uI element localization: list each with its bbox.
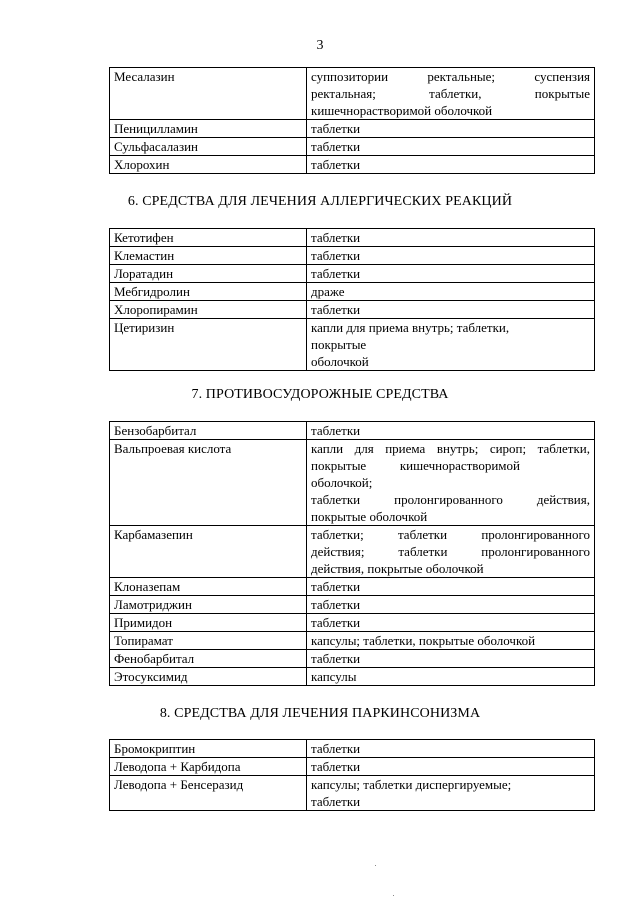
table-row [110,156,595,174]
dosage-form: таблетки [307,156,595,174]
drug-name: Этосуксимид [110,668,307,686]
drug-table-continued [109,67,595,174]
table-row [110,283,595,301]
dosage-form: таблетки [307,301,595,319]
section-heading: 7. ПРОТИВОСУДОРОЖНЫЕ СРЕДСТВА [191,387,449,402]
dosage-form: таблетки [307,229,595,247]
dosage-form: таблетки [307,120,595,138]
table-row [110,265,595,283]
dosage-form: таблетки [307,247,595,265]
section-heading: 6. СРЕДСТВА ДЛЯ ЛЕЧЕНИЯ АЛЛЕРГИЧЕСКИХ РЕАКЦИЙ [127,194,513,209]
dosage-form: таблетки [307,650,595,668]
drug-name: Лоратадин [110,265,307,283]
table-row [110,526,595,578]
drug-name: Кетотифен [110,229,307,247]
drug-table-allergy [109,228,595,371]
section-heading: 8. СРЕДСТВА ДЛЯ ЛЕЧЕНИЯ ПАРКИНСОНИЗМА [159,706,481,721]
table-row [110,68,595,120]
dosage-form: таблетки [307,265,595,283]
table-row [110,578,595,596]
drug-name: Примидон [110,614,307,632]
dosage-form: капли для приема внутрь; таблетки, покрытые оболочкой [307,319,595,371]
scan-speck [375,865,376,866]
table-row [110,632,595,650]
dosage-form: капсулы [307,668,595,686]
drug-name: Ламотриджин [110,596,307,614]
dosage-form: таблетки [307,758,595,776]
drug-name: Бензобарбитал [110,422,307,440]
dosage-form: таблетки [307,138,595,156]
drug-name: Пеницилламин [110,120,307,138]
dosage-form: таблетки [307,614,595,632]
drug-name: Фенобарбитал [110,650,307,668]
dosage-form: таблетки [307,578,595,596]
table-row [110,596,595,614]
table-row [110,120,595,138]
dosage-form: таблетки [307,596,595,614]
page-number: 3 [316,38,324,53]
drug-name: Топирамат [110,632,307,650]
table-row [110,614,595,632]
table-row [110,319,595,371]
dosage-form: таблетки [307,740,595,758]
table-row [110,422,595,440]
drug-name: Карбамазепин [110,526,307,578]
drug-name: Клоназепам [110,578,307,596]
drug-table-parkinsonism [109,739,595,811]
dosage-form: драже [307,283,595,301]
drug-name: Цетиризин [110,319,307,371]
drug-name: Хлорохин [110,156,307,174]
drug-name: Бромокриптин [110,740,307,758]
drug-name: Сульфасалазин [110,138,307,156]
table-row [110,758,595,776]
dosage-form: капсулы; таблетки диспергируемые; таблетки [307,776,595,811]
table-row [110,229,595,247]
table-row [110,247,595,265]
table-row [110,650,595,668]
dosage-form: капсулы; таблетки, покрытые оболочкой [307,632,595,650]
dosage-form: таблетки; таблетки пролонгированного действия; таблетки пролонгированного действия, покрытые оболочкой [307,526,595,578]
drug-table-anticonvulsant [109,421,595,686]
table-row [110,776,595,811]
dosage-form: таблетки [307,422,595,440]
drug-name: Клемастин [110,247,307,265]
table-row [110,138,595,156]
drug-name: Вальпроевая кислота [110,440,307,526]
table-row [110,668,595,686]
table-row [110,740,595,758]
drug-name: Мебгидролин [110,283,307,301]
scan-speck [393,895,394,896]
drug-name: Леводопа + Бенсеразид [110,776,307,811]
table-row [110,440,595,526]
drug-name: Леводопа + Карбидопа [110,758,307,776]
table-row [110,301,595,319]
dosage-form: суппозитории ректальные; суспензия ректальная; таблетки, покрытые кишечнорастворимой оболочкой [307,68,595,120]
drug-name: Месалазин [110,68,307,120]
drug-name: Хлоропирамин [110,301,307,319]
dosage-form: капли для приема внутрь; сироп; таблетки, покрытые кишечнорастворимой оболочкой; таблетки пролонгированного действия, покрытые оболочкой [307,440,595,526]
